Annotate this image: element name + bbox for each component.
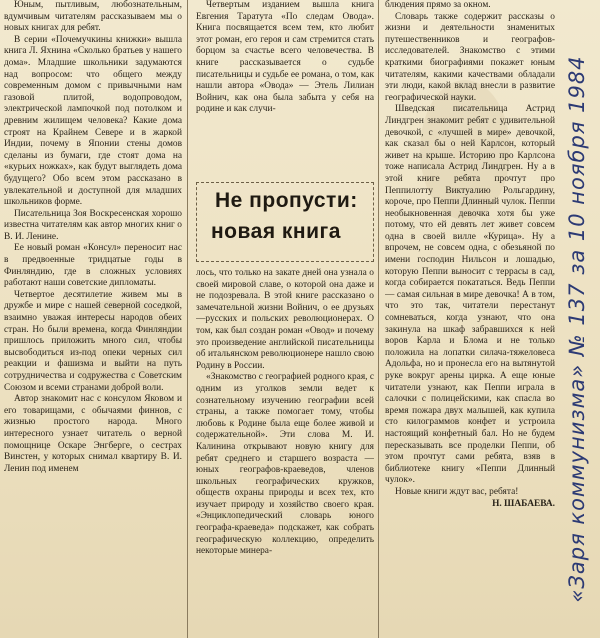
paragraph: блюдения прямо за окном. — [385, 0, 491, 10]
paragraph: Четвертым изданием вышла книга Евгения Таратута «По следам Овода». Книга посвящается всем тем, кто любит этот роман, его героя и сам стремится стать борцом за счастье всего человечества. В книге рассказывается о судьбе писательницы и судьбе ее романа, о том, как нашли автора «Овода» — Этель Лилиан Войнич, как она была забыта у себя на родине и как случи- — [196, 0, 374, 115]
paragraph: Юным, пытливым, любознательным, вдумчивым читателям рассказываем мы о новых книгах для ребят. — [4, 0, 182, 34]
headline-box — [196, 182, 374, 262]
article-column-2-top — [196, 0, 374, 174]
author-signature: Н. ШАБАЕВА. — [492, 498, 555, 509]
headline-line-2: новая книга — [211, 220, 341, 243]
handwritten-text: «Заря коммунизма» № 137 за 10 ноября 1984 — [565, 55, 589, 603]
paragraph: Автор знакомит нас с консулом Яковом и его товарищами, с обычаями финнов, с жизнью простого народа. Много интересного узнает читатель о верной помощнице Оскаре Энгберге, о сестрах Винстен, у которых снимал квартиру В. И. Ленин под именем — [4, 394, 182, 474]
column-divider — [378, 0, 379, 638]
headline-line-1: Не пропусти: — [215, 189, 358, 212]
paragraph: В серии «Почемучкины книжки» вышла книга Л. Яхнина «Сколько братьев у нашего дома». Младшие школьники задумаются над вопросом: что общего между современным домом с привычными нам газовой плитой, водопроводом, электрической лампочкой под потолком и древним жилищем человека? Какие дома строят на Крайнем Севере и в жаркой Индии, почему в Японии стены домов сделаны из бумаги, где стоят дома на «курьих ножках», как будут выглядеть дома будущего? Обо всем этом рассказано в увлекательной и доступной для младших школьников форме. — [4, 34, 182, 208]
paragraph: Новые книги ждут вас, ребята! — [395, 486, 519, 497]
paragraph: Словарь также содержит рассказы о жизни и деятельности знаменитых путешественников и географов-исследователей. Знакомство с этими краткими биографиями покажет юным читателям, какими качествами обладали эти люди, какой вклад внесли в развитие географической науки. — [385, 11, 555, 103]
article-column-3 — [385, 0, 555, 638]
handwritten-source-note — [555, 20, 599, 638]
paragraph: Ее новый роман «Консул» переносит нас в предвоенные тридцатые годы в Финляндию, где в сложных условиях работают наши советские дипломаты. — [4, 243, 182, 289]
paragraph: Писательница Зоя Воскресенская хорошо известна читателям как автор многих книг о В. И. Ленине. — [4, 208, 182, 242]
column-divider — [187, 0, 188, 638]
paragraph: «Знакомство с географией родного края, с одним из уголков земли ведет к сознательному изучению географии всей страны, а также помогает тому, чтобы любовь к Родине была еще более живой и содержательной». Эти слова М. И. Калинина открывают новую книгу для ребят среднего и старшего возраста — юных географов-краеведов, членов школьных географических кружков, обществ охраны природы и всех тех, кто изучает природу и хозяйство своего края. «Энциклопедический словарь юного географа-краеведа» подскажет, как собрать географическую коллекцию, определить некоторые минера- — [196, 372, 374, 557]
paragraph: лось, что только на закате дней она узнала о своей мировой славе, о которой она даже и не подозревала. В этой книге рассказано о замечательной жизни Войнич, о ее друзьях—русских и польских революционерах. О том, как был создан роман «Овод» и почему это произведение английской писательницы об итальянском революционере нашло свою Родину в России. — [196, 268, 374, 371]
paragraph: Шведская писательница Астрид Линдгрен знакомит ребят с удивительной девочкой, с «лучшей в мире» девочкой, как сказал бы о ней Карлсон, который живет на крыше. Историю про Карлсона тоже написала Астрид Линдгрен. Ну а в этой книге ребята прочтут про Пеппилотту Виктуалию Рольгардину, короче, про Пеппи Длинный чулок. Пеппи необыкновенная девочка хотя бы уже потому, что ей девять лет живет совсем одна в своей вилле «Курица». Ну а впрочем, не совсем одна, с обезьяной по имени господин Нильсон и лошадью, которую Пеппи выносит с террасы в сад, когда собирается покататься. Ведь Пеппи — самая сильная в мире девочка! А в том, что это так, читатели перестанут сомневаться, когда узнают, что она закинула на шкаф забравшихся к ней воров Карла и Блома и не только положила на лопатки силача-тяжеловеса Адольфа, но и пронесла его на вытянутой руке вокруг арены цирка. А еще юные читатели узнают, как Пеппи играла в салочки с полицейскими, как спасла во время пожара двух малышей, как купила сто килограммов конфет и устроила настоящий конфетный бал. Но не будем пересказывать все проделки Пеппи, об этом прочтут сами ребята, взяв в библиотеке книгу «Пеппи Длинный чулок». — [385, 104, 555, 486]
article-column-1 — [4, 0, 182, 638]
article-column-2-bottom — [196, 268, 374, 638]
paragraph: Четвертое десятилетие живем мы в дружбе и мире с нашей северной соседкой, взаимно уважая интересы народов обеих стран. Но были времена, когда Финляндии пришлось приложить много сил, чтобы высвободиться из-под опеки черных сил реакции и фашизма и выйти на путь сотрудничества и содружества с Советским Союзом и всеми странами доброй воли. — [4, 289, 182, 393]
